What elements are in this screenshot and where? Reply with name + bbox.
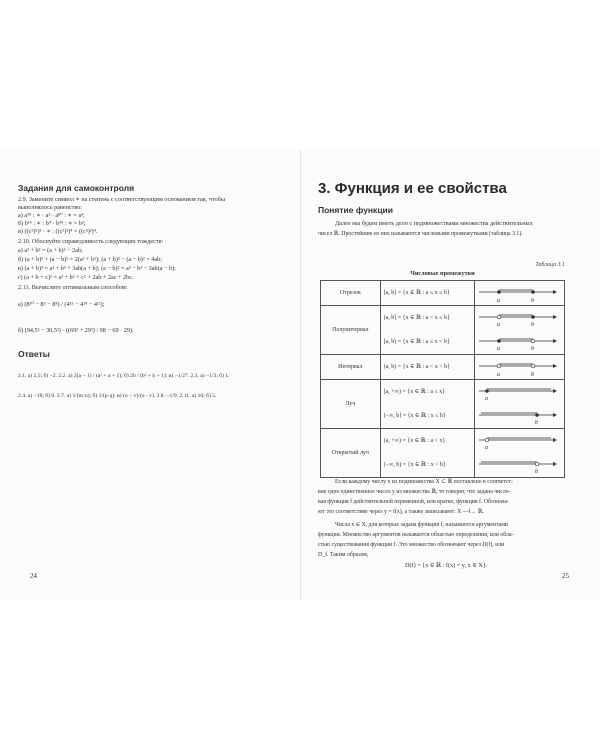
interval-open-diagram [475,355,557,379]
exercise-line: г) (a + b + c)² = a² + b² + c² + 2ab + 2ac + 2bc. [18,274,134,281]
exercise-line: а) a⁴⁵ : ∗ · a² · a⁸⁰ : ∗ = a³; [18,212,85,219]
intro-line: Далее мы будем иметь дело с подмножествами множества действительных [335,220,533,227]
domain-formula: D(f) = {x ∈ ℝ : f(x) = y, x ∈ X}. [405,562,488,569]
axis-label-b: b [530,322,534,328]
book-fold [300,150,301,600]
interval-definition: [a, +∞) = {x ∈ ℝ : a ≤ x} [383,389,446,395]
axis-label-b: b [530,346,534,352]
table-caption: Таблица 3.1 [535,262,565,268]
axis-label-b: b [534,420,538,426]
exercise-line: в) (a + b)³ = a³ + b³ + 3ab(a + b); (a − b)³ = a³ − b³ − 3ab(a − b); [18,265,176,272]
body-line: D_f. Таким образом, [318,552,369,558]
body-line: Если каждому числу x из подмножества X ⊂ ℝ поставлено в соответст- [335,479,513,485]
segment-diagram [475,281,557,305]
exercise-line: выполнялось равенство: [18,204,83,211]
axis-label-a: a [484,396,488,402]
exercise-line: в) ((c²)⁵)³ · ∗ : ((c²)³)⁴ = ((c³)²)⁴. [18,228,98,235]
axis-label-a: a [496,298,500,304]
intervals-table [320,280,565,478]
interval-definition: (−∞, b) = {x ∈ ℝ : x < b} [383,462,446,468]
interval-diagram [474,380,564,429]
answers-line: 2.1. а) 2,5; б) −2. 2.2. а) 2(a − 1) / (a² + a + 1); б) 2b / (b² + b + 1); в) −1/27. 2.3. а) −1/3; б) 1. [18,373,230,379]
axis-label-b: b [534,469,538,475]
interval-definition: (a, +∞) = {x ∈ ℝ : a < x} [383,438,446,444]
interval-definition: (a, b] = {x ∈ ℝ : a < x ≤ b} [383,315,450,321]
interval-definition: [a, b] = {x ∈ ℝ : a ≤ x ≤ b} [383,290,450,296]
interval-definition: [a, b) = {x ∈ ℝ : a ≤ x < b} [383,339,450,345]
ray-diagram [475,380,557,428]
interval-definition: (a, b) = {x ∈ ℝ : a < x < b} [383,364,450,370]
exercise-line: 2.9. Замените символ ∗ на степень с соответствующим основанием так, чтобы [18,196,225,203]
table-row [321,355,565,380]
self-check-heading: Задания для самоконтроля [18,183,135,193]
table-row [321,281,565,306]
page-number-right: 25 [562,572,569,580]
body-line: вая функция f действительной переменной, или кратко, функция f. Обознача- [318,499,510,505]
body-line: ют это соответствие через y = f(x), а также записывают: X —f→ ℝ. [318,509,485,515]
chapter-title: 3. Функция и ее свойства [318,180,507,197]
exercise-line: б) (94,5² − 30,5²) · ((69² + 29²) / 98 − 69 · 29). [18,327,134,334]
axis-label-a: a [484,445,488,451]
interval-diagram [474,429,564,478]
table-row [321,380,565,429]
interval-name: Луч [321,380,381,429]
interval-diagram [474,355,564,380]
open-ray-diagram [475,429,557,477]
axis-label-b: b [530,298,534,304]
exercise-line: б) b¹⁶ : ∗ : b⁴ · b¹⁹ : ∗ = b²; [18,220,86,227]
axis-label-a: a [496,372,500,378]
interval-name: Открытый луч [321,429,381,478]
interval-name: Интервал [321,355,381,380]
exercise-line: б) (a + b)² + (a − b)² = 2(a² + b²); (a + b)² − (a − b)² = 4ab; [18,256,162,263]
table-row [321,429,565,478]
interval-name: Отрезок [321,281,381,306]
table-row [321,306,565,355]
page-number-left: 24 [30,572,37,580]
half-interval-diagram [475,306,557,354]
body-line: функции. Множество аргументов называется областью определения, или обла- [318,532,514,538]
body-line: вие одно единственное число y из множества ℝ, то говорят, что задана число- [318,489,511,495]
body-line: стью существования функции f. Это множество обозначают через D(f), или [318,542,505,548]
interval-diagram [474,306,564,355]
exercise-line: 2.11. Вычислите оптимальным способом: [18,284,128,291]
section-subtitle: Понятие функции [318,205,393,215]
interval-definition: (−∞, b] = {x ∈ ℝ : x ≤ b} [383,413,446,419]
interval-diagram [474,281,564,306]
answers-heading: Ответы [18,349,50,359]
exercise-line: а) a² + b² = (a + b)² − 2ab; [18,247,83,254]
exercise-line: 2.10. Обоснуйте справедливость следующих тождеств: [18,238,164,245]
intro-line: чисел ℝ. Простейшие из них называются числовыми промежутками (таблица 3.1). [318,231,523,237]
axis-label-a: a [496,322,500,328]
body-line: Числа x ∈ X, для которых задана функция f, называются аргументами [335,522,509,528]
exercise-line: а) (8¹⁰ − 8⁵ − 8⁸) / (4¹⁵ − 4¹⁴ − 4¹²); [18,301,105,308]
axis-label-a: a [496,346,500,352]
axis-label-b: b [530,372,534,378]
table-title: Числовые промежутки [410,270,475,277]
interval-name: Полуинтервал [321,306,381,355]
answers-line: 2.4. а) −18; б) 0. 2.7. а) 1/(m·n); б) 1/(p·q); в) (u − v)/(u · v). 2.8. −1/9. 2.11. а) 10; б) 5. [18,393,217,399]
